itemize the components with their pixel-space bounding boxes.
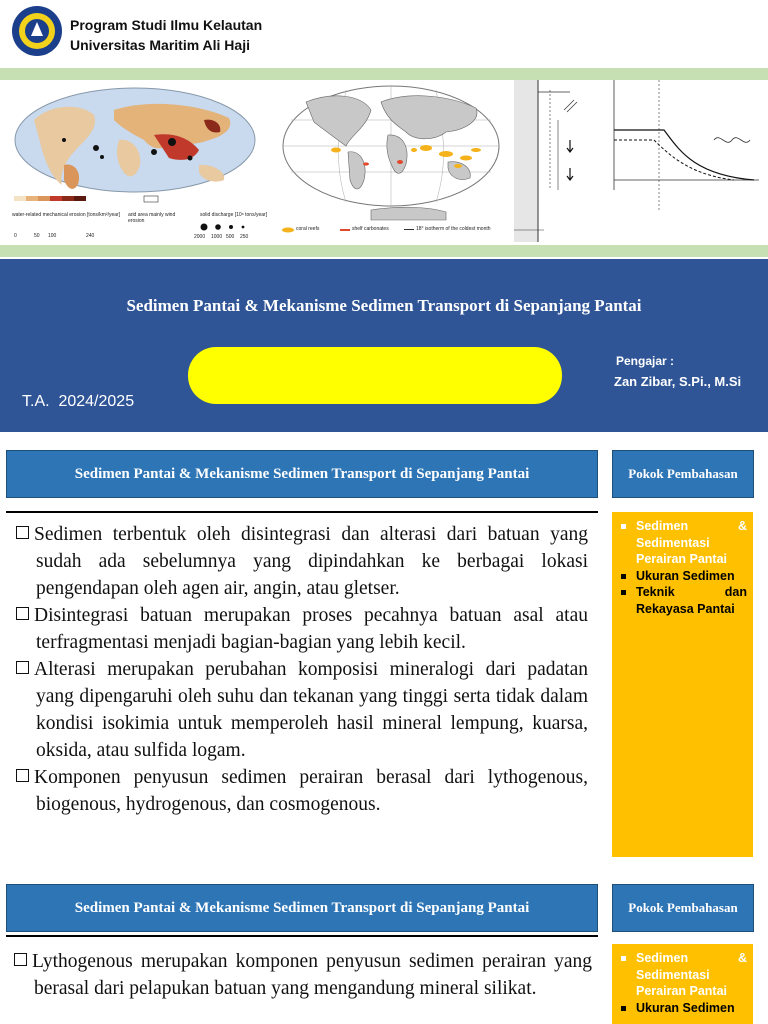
- slide2-side-title: Pokok Pembahasan: [612, 884, 754, 932]
- slide1-divider: [6, 511, 598, 513]
- bullet-icon: [621, 574, 626, 579]
- map1-scale-240: 240: [86, 233, 95, 239]
- erosion-world-map: [4, 80, 274, 242]
- checkbox-bullet-icon: [16, 526, 29, 539]
- bullet-icon: [621, 590, 626, 595]
- map1-discharge-1000: 1000: [211, 234, 223, 240]
- slide1-topic-list: [612, 512, 753, 857]
- topic-item-teknik[interactable]: Teknik dan Rekayasa Pantai: [620, 584, 747, 617]
- checkbox-bullet-icon: [16, 769, 29, 782]
- sediment-transport-diagrams: [514, 80, 768, 242]
- lecturer-name: Zan Zibar, S.Pi., M.Si: [614, 374, 742, 389]
- university-logo: [12, 6, 62, 56]
- map2-legend-isotherm: 18° isotherm of the coldest month: [416, 226, 491, 232]
- slide1-body: [16, 521, 588, 818]
- map1-discharge-2000: 2000: [194, 234, 206, 240]
- map2-legend-coral: coral reefs: [296, 226, 320, 232]
- slide1-title: Sedimen Pantai & Mekanisme Sedimen Transport di Sepanjang Pantai: [6, 450, 598, 498]
- slide2-divider: [6, 935, 598, 937]
- map1-legend-erosion: water-related mechanical erosion [tons/km²/year]: [12, 212, 121, 218]
- slide1-side-title: Pokok Pembahasan: [612, 450, 754, 498]
- bullet-icon: [621, 1006, 626, 1011]
- slide2-topic-list: [612, 944, 753, 1024]
- coral-reef-world-map: [276, 80, 510, 242]
- yellow-highlight-pill: [188, 347, 562, 404]
- lecturer-label: Pengajar :: [616, 354, 675, 368]
- slide2-title: Sedimen Pantai & Mekanisme Sedimen Transport di Sepanjang Pantai: [6, 884, 598, 932]
- map1-discharge-250: 250: [240, 234, 249, 240]
- top-green-bar: [0, 68, 768, 80]
- banner-title: Sedimen Pantai & Mekanisme Sedimen Transport di Sepanjang Pantai: [126, 296, 642, 315]
- checkbox-bullet-icon: [14, 953, 27, 966]
- slide2-paragraph: Lythogenous merupakan komponen penyusun sedimen perairan yang berasal dari pelapukan batuan yang mengandung mineral silikat.: [14, 948, 592, 1002]
- academic-year: T.A. 2024/2025: [22, 393, 135, 410]
- institution-line-2: Universitas Maritim Ali Haji: [70, 37, 250, 53]
- checkbox-bullet-icon: [16, 661, 29, 674]
- map1-scale-0: 0: [14, 233, 17, 239]
- map1-scale-50: 50: [34, 233, 40, 239]
- map1-discharge-500: 500: [226, 234, 235, 240]
- topic-item-ukuran[interactable]: Ukuran Sedimen: [620, 568, 747, 585]
- map1-legend-discharge: solid discharge [10⁶ tons/year]: [200, 212, 268, 218]
- map1-legend-arid: arid area mainly wind erosion: [128, 212, 176, 224]
- slide1-paragraph: Komponen penyusun sedimen perairan berasal dari lythogenous, biogenous, hydrogenous, dan cosmogenous.: [16, 764, 588, 818]
- slide1-paragraph: Disintegrasi batuan merupakan proses pecahnya batuan asal atau terfragmentasi menjadi bagian-bagian yang lebih kecil.: [16, 602, 588, 656]
- bottom-green-bar: [0, 245, 768, 257]
- slide2-body: [14, 948, 592, 1002]
- topic-item-sedimen[interactable]: Sedimen & Sedimentasi Perairan Pantai: [620, 518, 747, 568]
- map1-scale-100: 100: [48, 233, 57, 239]
- topic-item-sedimen[interactable]: Sedimen & Sedimentasi Perairan Pantai: [620, 950, 747, 1000]
- topic-item-ukuran[interactable]: Ukuran Sedimen: [620, 1000, 747, 1017]
- institution-line-1: Program Studi Ilmu Kelautan: [70, 17, 263, 33]
- bullet-icon: [621, 524, 626, 529]
- map2-legend-shelf: shelf carbonates: [352, 226, 389, 232]
- bullet-icon: [621, 956, 626, 961]
- checkbox-bullet-icon: [16, 607, 29, 620]
- slide1-paragraph: Alterasi merupakan perubahan komposisi mineralogi dari padatan yang dipengaruhi oleh suhu dan tekanan yang tinggi serta tidak dalam kondisi isokimia untuk memperoleh hasil mineral lempung, kuarsa, oksida, atau sulfida logam.: [16, 656, 588, 764]
- slide1-paragraph: Sedimen terbentuk oleh disintegrasi dan alterasi dari batuan yang sudah ada sebelumnya yang dipindahkan ke berbagai lokasi pengendapan oleh agen air, angin, atau gletser.: [16, 521, 588, 602]
